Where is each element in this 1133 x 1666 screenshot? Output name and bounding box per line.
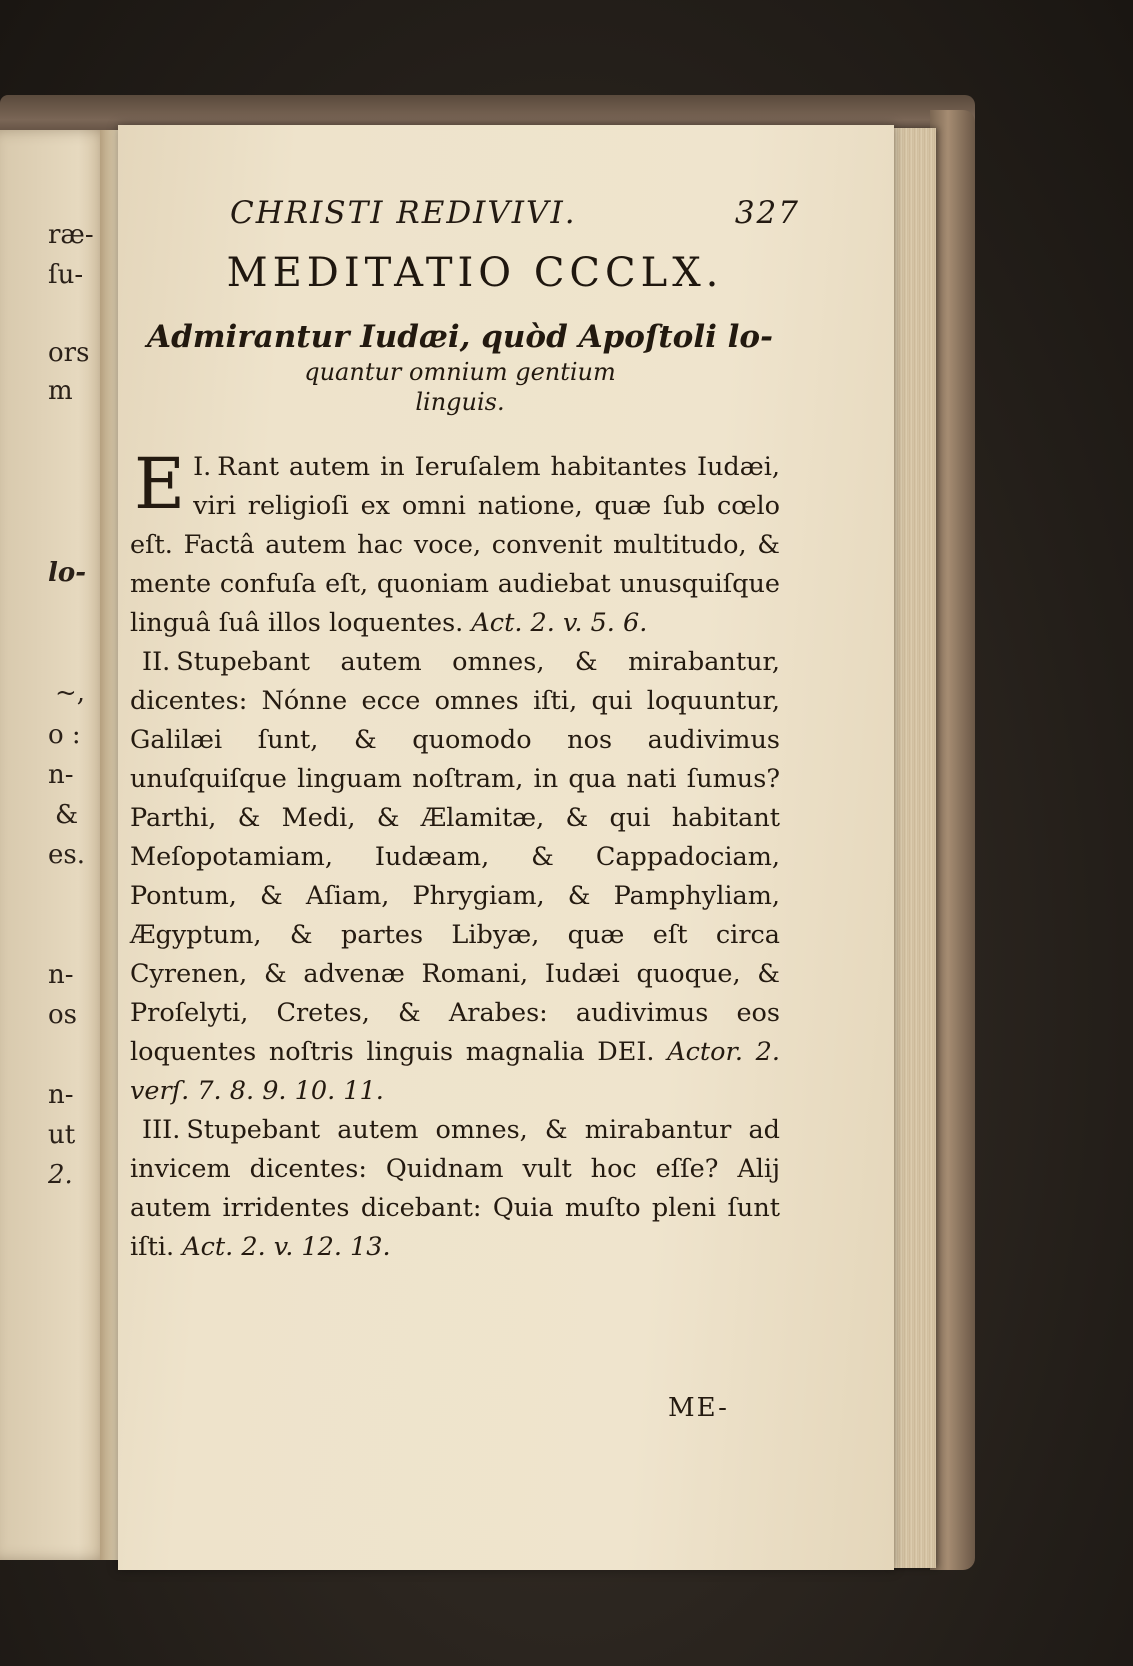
paragraph — [130, 1111, 780, 1267]
paragraph-text: Stupebant autem omnes, & mirabantur, dicentes: Nónne ecce omnes iſti, qui loquuntur, Galilæi ſunt, & quomodo nos audivimus unuſquiſque linguam noſtram, in qua nati ſumus? Parthi, & Medi, & Ælamitæ, & qui habitant Meſopotamiam, Iudæam, & Cappadociam, Pontum, & Aſiam, Phrygiam, & Pamphyliam, Ægyptum, & partes Libyæ, quæ eſt circa Cyrenen, & advenæ Romani, Iudæi quoque, & Proſelyti, Cretes, & Arabes: audivimus eos loquentes noſtris linguis magnalia DEI. — [130, 647, 780, 1067]
subheading-line: linguis. — [415, 387, 505, 416]
left-fragment: ræ- — [48, 222, 94, 248]
left-fragment: n- — [48, 762, 74, 788]
page-edges — [888, 128, 936, 1568]
left-fragment: & — [55, 802, 79, 828]
page-number: 327 — [734, 195, 800, 231]
paragraph-text: Rant autem in Ieruſalem habitantes Iudæi, viri religioſi ex omni natione, quæ ſub cœlo eſt. Factâ autem hac voce, convenit multitudo, & mente confuſa eſt, quoniam audiebat unusquiſque linguâ ſuâ illos loquentes. — [130, 452, 780, 638]
paragraph — [130, 643, 780, 1111]
left-fragment: n- — [48, 1082, 74, 1108]
book-cover-edge — [930, 110, 975, 1570]
running-head — [230, 195, 800, 231]
paragraph — [130, 443, 780, 643]
catchword: ME- — [668, 1393, 729, 1423]
body-text — [130, 443, 780, 1267]
left-fragment: os — [48, 1002, 77, 1028]
left-fragment: 2. — [48, 1162, 73, 1188]
left-fragment: lo- — [48, 560, 87, 586]
left-fragment: ut — [48, 1122, 76, 1148]
left-fragment: m — [48, 378, 73, 404]
drop-cap: E — [134, 443, 186, 525]
meditation-heading: MEDITATIO CCCLX. — [226, 250, 724, 296]
left-fragment: n- — [48, 962, 74, 988]
subheading-line: Admirantur Iudæi, quòd Apoſtoli lo- — [147, 319, 773, 355]
paragraph-number: III. — [142, 1115, 181, 1145]
citation: Act. 2. v. 5. 6. — [471, 608, 648, 638]
left-fragment: es. — [48, 842, 85, 868]
left-fragment: o : — [48, 722, 81, 748]
paragraph-number: II. — [142, 647, 171, 677]
left-fragment: ſu- — [48, 262, 84, 288]
left-fragment: ~, — [55, 680, 86, 706]
running-head-title: CHRISTI REDIVIVI. — [230, 195, 577, 231]
paragraph-text: Stupebant autem omnes, & mirabantur ad invicem dicentes: Quidnam vult hoc eſſe? Alij autem irridentes dicebant: Quia muſto pleni ſunt iſti. — [130, 1115, 780, 1262]
citation: Act. 2. v. 12. 13. — [182, 1232, 391, 1262]
meditation-subheading — [140, 318, 780, 417]
citation: Actor. 2. verſ. 7. 8. 9. 10. 11. — [130, 1037, 780, 1106]
paragraph-number: I. — [193, 452, 212, 482]
subheading-line: quantur omnium gentium — [304, 357, 616, 386]
left-fragment: ors — [48, 340, 90, 366]
